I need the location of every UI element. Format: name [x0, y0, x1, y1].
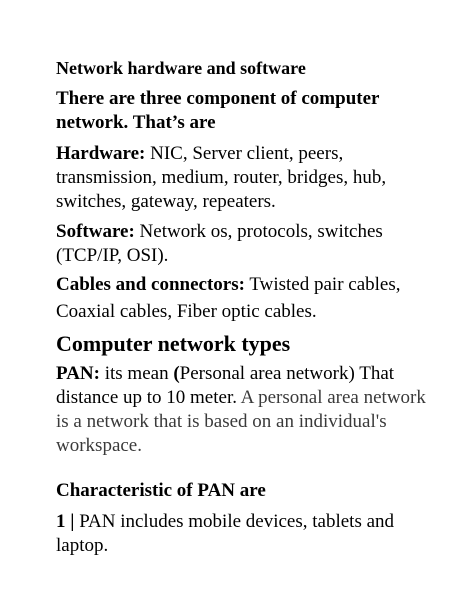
cables-line-2: Coaxial cables, Fiber optic cables.: [56, 301, 317, 322]
pan-text-1b: Personal area network) That: [179, 363, 395, 384]
software-label: Software:: [56, 221, 135, 242]
hardware-line-2: transmission, medium, router, bridges, hub,: [56, 167, 387, 188]
software-line-2: (TCP/IP, OSI).: [56, 245, 169, 266]
item1-line-2: laptop.: [56, 535, 109, 556]
cables-text-1: Twisted pair cables,: [244, 274, 401, 295]
item1-label: 1 |: [56, 511, 75, 532]
pan-line-3: is a network that is based on an individual's: [56, 411, 387, 432]
item1-text-1: PAN includes mobile devices, tablets and: [74, 511, 395, 532]
cables-line-1: [56, 275, 401, 294]
software-text-1: Network os, protocols, switches: [134, 221, 383, 242]
software-line-1: [56, 222, 383, 241]
pan-line-1: [56, 364, 394, 383]
pan-paren: (: [173, 363, 180, 384]
pan-line-4: workspace.: [56, 435, 142, 456]
intro-line-2: network. That’s are: [56, 112, 216, 133]
hardware-line-1: [56, 144, 343, 163]
hardware-label: Hardware:: [56, 143, 146, 164]
pan-label: PAN:: [56, 363, 100, 384]
intro-line-1: There are three component of computer: [56, 88, 380, 109]
pan-text-2a: distance up to 10 meter.: [56, 387, 237, 408]
hardware-text-1: NIC, Server client, peers,: [145, 143, 344, 164]
heading-computer-network-types: Computer network types: [56, 331, 291, 356]
pan-line-2: [56, 388, 426, 407]
pan-text-2b: A personal area network: [236, 387, 426, 408]
item1-line-1: [56, 512, 394, 531]
cables-label: Cables and connectors:: [56, 274, 245, 295]
heading-network-hardware-software: Network hardware and software: [56, 58, 306, 78]
heading-characteristic-of-pan: Characteristic of PAN are: [56, 480, 266, 501]
pan-text-1a: its mean: [99, 363, 174, 384]
hardware-line-3: switches, gateway, repeaters.: [56, 191, 276, 212]
